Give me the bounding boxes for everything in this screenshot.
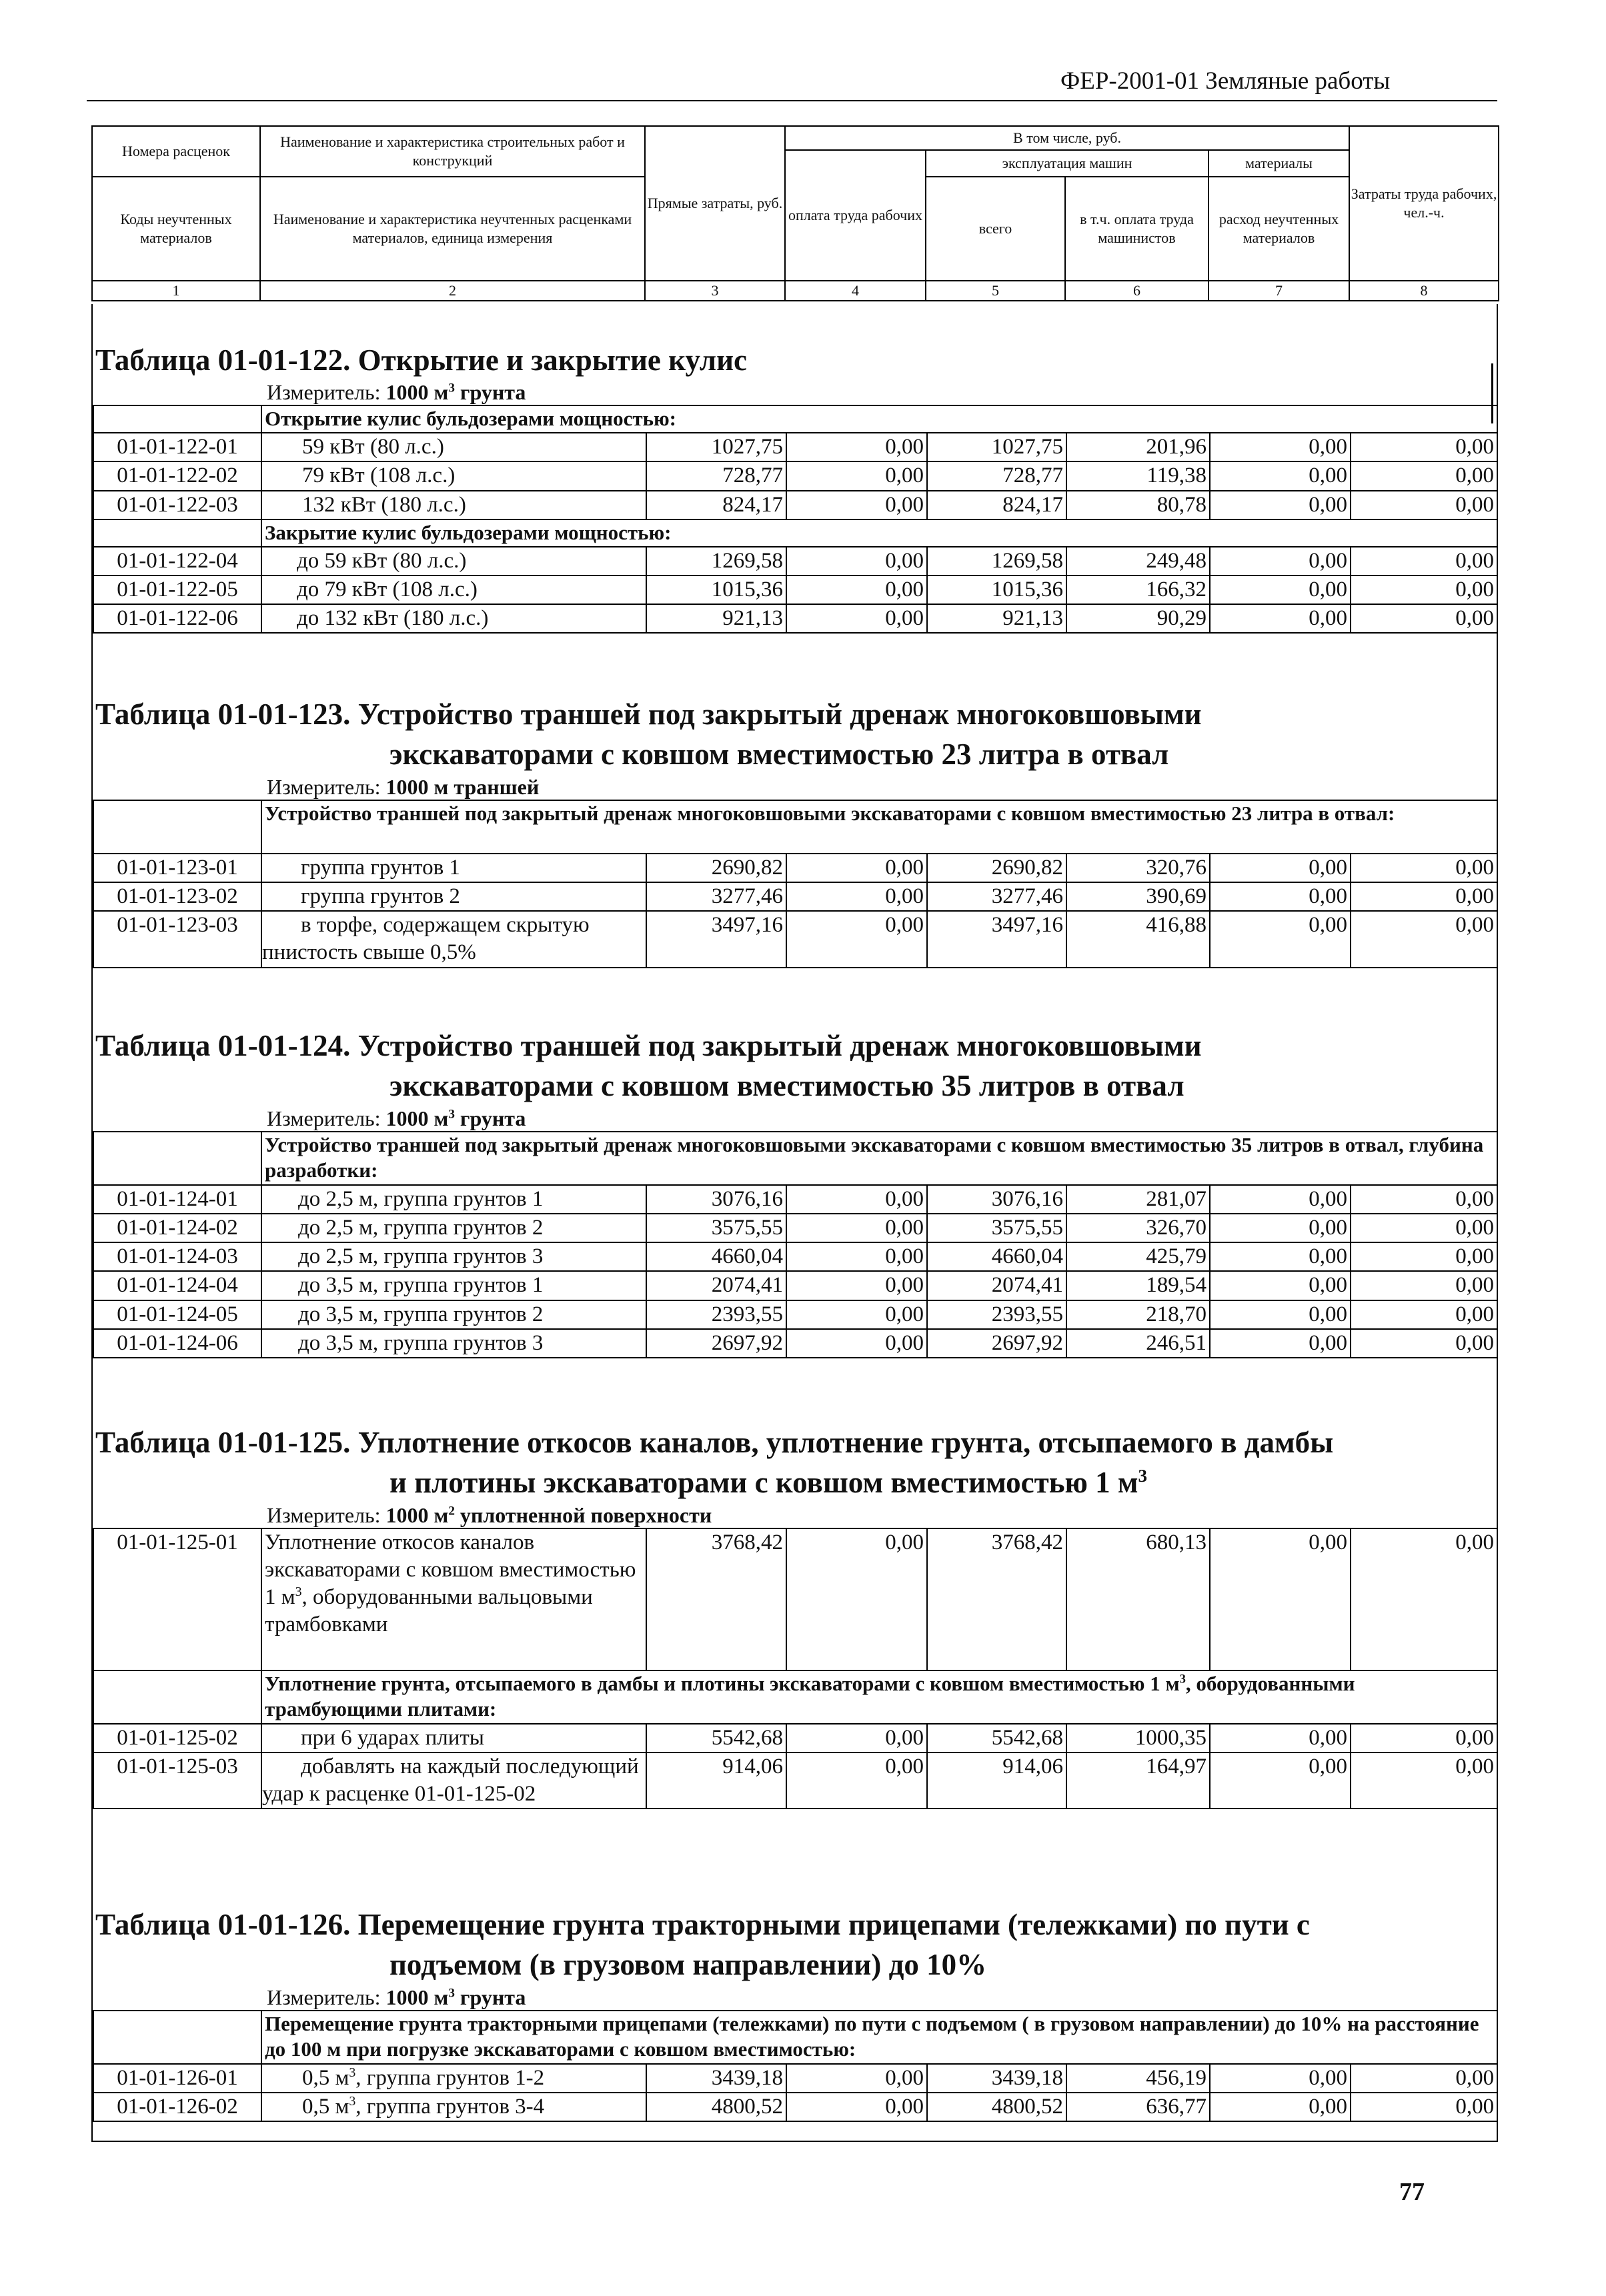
cell-mach-wages: 390,69 bbox=[1066, 882, 1210, 911]
title-line2-text: и плотины экскаваторами с ковшом вместимостью 1 м bbox=[389, 1466, 1138, 1500]
rate-code: 01-01-124-02 bbox=[93, 1214, 261, 1242]
measure-sup: 3 bbox=[448, 1985, 455, 2000]
cell-labor: 0,00 bbox=[1351, 1214, 1497, 1242]
rate-code: 01-01-125-02 bbox=[93, 1724, 261, 1753]
cell-mach-wages: 164,97 bbox=[1066, 1753, 1210, 1809]
cell-labor: 0,00 bbox=[1351, 1329, 1497, 1358]
cell-mat: 0,00 bbox=[1210, 1242, 1351, 1271]
cell-wages: 0,00 bbox=[786, 1242, 927, 1271]
cell-direct: 921,13 bbox=[646, 604, 786, 633]
cell-mat: 0,00 bbox=[1210, 2064, 1351, 2093]
measure-unit: 1000 м bbox=[385, 1985, 449, 2009]
cell-mat: 0,00 bbox=[1210, 1724, 1351, 1753]
measure-line bbox=[267, 1985, 1497, 2010]
cell-labor: 0,00 bbox=[1351, 882, 1497, 911]
rate-name: до 132 кВт (180 л.с.) bbox=[261, 604, 646, 633]
rate-name-b: , группа грунтов 1-2 bbox=[355, 2065, 545, 2090]
cell-mach-wages: 416,88 bbox=[1066, 911, 1210, 968]
table-title bbox=[93, 1026, 1497, 1106]
cell-labor: 0,00 bbox=[1351, 547, 1497, 576]
table-row bbox=[93, 1242, 1497, 1271]
col-header-codes: Номера расценок bbox=[92, 126, 260, 177]
rate-code: 01-01-122-03 bbox=[93, 491, 261, 519]
title-line1: Таблица 01-01-125. Уплотнение откосов каналов, уплотнение грунта, отсыпаемого в дамбы bbox=[95, 1426, 1334, 1459]
rate-name: в торфе, содержащем скрытую пнистость свыше 0,5% bbox=[261, 911, 646, 968]
measure-label: Измеритель: bbox=[267, 380, 386, 405]
cell-mach-wages: 680,13 bbox=[1066, 1528, 1210, 1670]
table-title: Таблица 01-01-122. Открытие и закрытие кулис bbox=[95, 343, 747, 377]
cell-direct: 4800,52 bbox=[646, 2093, 786, 2121]
col-number: 4 bbox=[785, 281, 926, 301]
rate-name: при 6 ударах плиты bbox=[261, 1724, 646, 1753]
cell-mach-wages: 80,78 bbox=[1066, 491, 1210, 519]
group-heading: Закрытие кулис бульдозерами мощностью: bbox=[261, 519, 1497, 547]
rate-name: до 59 кВт (80 л.с.) bbox=[261, 547, 646, 576]
title-line1: Таблица 01-01-124. Устройство траншей под закрытый дренаж многоковшовыми bbox=[95, 1029, 1202, 1062]
rate-name-b: , группа грунтов 3-4 bbox=[355, 2094, 545, 2119]
cell-mach-wages: 119,38 bbox=[1066, 461, 1210, 490]
cell-mach-wages: 166,32 bbox=[1066, 576, 1210, 604]
col-number: 3 bbox=[645, 281, 785, 301]
cell-mach: 1027,75 bbox=[927, 433, 1066, 461]
col-header-wages: оплата труда рабочих bbox=[785, 150, 926, 281]
col-number: 5 bbox=[926, 281, 1065, 301]
table-title bbox=[93, 1905, 1497, 1985]
table-row bbox=[93, 1724, 1497, 1753]
cell-mach: 5542,68 bbox=[927, 1724, 1066, 1753]
col-header-labor: Затраты труда рабочих, чел.-ч. bbox=[1349, 126, 1499, 281]
cell-mat: 0,00 bbox=[1210, 1214, 1351, 1242]
cell-direct: 1027,75 bbox=[646, 433, 786, 461]
rate-code: 01-01-123-02 bbox=[93, 882, 261, 911]
cell-labor: 0,00 bbox=[1351, 461, 1497, 490]
table-row bbox=[93, 576, 1497, 604]
cell-wages: 0,00 bbox=[786, 1185, 927, 1214]
table-row bbox=[93, 854, 1497, 882]
rate-name-b: , оборудованными вальцовыми трамбовками bbox=[265, 1585, 593, 1637]
cell-direct: 2697,92 bbox=[646, 1329, 786, 1358]
cell-direct: 4660,04 bbox=[646, 1242, 786, 1271]
rate-name-a: 0,5 м bbox=[302, 2065, 349, 2090]
cell-mach: 4660,04 bbox=[927, 1242, 1066, 1271]
cell-mach: 921,13 bbox=[927, 604, 1066, 633]
cell-labor: 0,00 bbox=[1351, 576, 1497, 604]
cell-direct: 824,17 bbox=[646, 491, 786, 519]
table-row bbox=[93, 1753, 1497, 1809]
group-text-a: Уплотнение грунта, отсыпаемого в дамбы и плотины экскаваторами с ковшом вместимостью 1 м bbox=[265, 1671, 1180, 1695]
cell-mach: 2074,41 bbox=[927, 1271, 1066, 1300]
header-rule bbox=[87, 100, 1497, 101]
cell-labor: 0,00 bbox=[1351, 2064, 1497, 2093]
table-row bbox=[93, 1271, 1497, 1300]
cell-wages: 0,00 bbox=[786, 1753, 927, 1809]
rate-name: 132 кВт (180 л.с.) bbox=[261, 491, 646, 519]
col-header-mat-usage: расход неучтенных материалов bbox=[1209, 177, 1349, 281]
cell-direct: 3439,18 bbox=[646, 2064, 786, 2093]
cell bbox=[93, 519, 261, 547]
cell-mat: 0,00 bbox=[1210, 576, 1351, 604]
rate-name-a: Уплотнение откосов каналов экскаваторами с ковшом вместимостью 1 м bbox=[265, 1530, 636, 1610]
group-heading bbox=[261, 1670, 1497, 1724]
cell-direct: 2393,55 bbox=[646, 1300, 786, 1329]
rate-name: до 2,5 м, группа грунтов 2 bbox=[261, 1214, 646, 1242]
measure-tail: грунта bbox=[454, 1106, 526, 1130]
cell-mach: 1015,36 bbox=[927, 576, 1066, 604]
rate-name: до 3,5 м, группа грунтов 2 bbox=[261, 1300, 646, 1329]
rate-code: 01-01-122-02 bbox=[93, 461, 261, 490]
group-heading: Устройство траншей под закрытый дренаж многоковшовыми экскаваторами с ковшом вместимостью 23 литра в отвал: bbox=[261, 800, 1497, 854]
rate-code: 01-01-124-01 bbox=[93, 1185, 261, 1214]
cell-mat: 0,00 bbox=[1210, 2093, 1351, 2121]
rates-table bbox=[93, 1131, 1498, 1359]
rates-table bbox=[93, 2010, 1498, 2123]
cell-labor: 0,00 bbox=[1351, 604, 1497, 633]
table-row bbox=[93, 1300, 1497, 1329]
cell-labor: 0,00 bbox=[1351, 1185, 1497, 1214]
cell-mach-wages: 456,19 bbox=[1066, 2064, 1210, 2093]
measure-tail: грунта bbox=[454, 380, 526, 405]
table-row bbox=[93, 2064, 1497, 2093]
cell-direct: 3497,16 bbox=[646, 911, 786, 968]
rate-name: 79 кВт (108 л.с.) bbox=[261, 461, 646, 490]
cell-mach: 2690,82 bbox=[927, 854, 1066, 882]
cell-wages: 0,00 bbox=[786, 854, 927, 882]
rate-code: 01-01-124-06 bbox=[93, 1329, 261, 1358]
cell-labor: 0,00 bbox=[1351, 1528, 1497, 1670]
measure-unit: 1000 м bbox=[385, 1106, 449, 1130]
cell-direct: 728,77 bbox=[646, 461, 786, 490]
cell-labor: 0,00 bbox=[1351, 433, 1497, 461]
table-title bbox=[93, 694, 1497, 775]
rate-name: до 3,5 м, группа грунтов 1 bbox=[261, 1271, 646, 1300]
running-header: ФЕР-2001-01 Земляные работы bbox=[1060, 67, 1391, 95]
measure-unit: 1000 м bbox=[385, 380, 449, 405]
title-sup: 3 bbox=[1138, 1466, 1148, 1486]
cell bbox=[93, 1132, 261, 1185]
measure-tail: уплотненной поверхности bbox=[454, 1502, 712, 1527]
cell-wages: 0,00 bbox=[786, 2093, 927, 2121]
measure-label: Измеритель: bbox=[267, 1985, 386, 2009]
rate-name: 59 кВт (80 л.с.) bbox=[261, 433, 646, 461]
cell bbox=[93, 1670, 261, 1724]
title-line2 bbox=[95, 1462, 1497, 1502]
title-line2: экскаваторами с ковшом вместимостью 35 литров в отвал bbox=[389, 1069, 1184, 1103]
cell-wages: 0,00 bbox=[786, 911, 927, 968]
cell-mach: 3768,42 bbox=[927, 1528, 1066, 1670]
page-number: 77 bbox=[1399, 2178, 1425, 2206]
measure-sup: 3 bbox=[448, 381, 455, 395]
cell-mach-wages: 320,76 bbox=[1066, 854, 1210, 882]
measure-sup: 2 bbox=[448, 1503, 455, 1518]
cell-mach: 3076,16 bbox=[927, 1185, 1066, 1214]
rate-code: 01-01-123-03 bbox=[93, 911, 261, 968]
table-title bbox=[93, 1422, 1497, 1503]
cell-mach-wages: 246,51 bbox=[1066, 1329, 1210, 1358]
table-row bbox=[93, 461, 1497, 490]
cell-wages: 0,00 bbox=[786, 547, 927, 576]
col-header-name-mat: Наименование и характеристика неучтенных расценками материалов, единица измерения bbox=[260, 177, 645, 281]
cell-mat: 0,00 bbox=[1210, 547, 1351, 576]
rate-code: 01-01-125-01 bbox=[93, 1528, 261, 1670]
cell-mach-wages: 218,70 bbox=[1066, 1300, 1210, 1329]
table-126 bbox=[93, 1905, 1497, 2122]
cell-mach-wages: 281,07 bbox=[1066, 1185, 1210, 1214]
rate-name: до 79 кВт (108 л.с.) bbox=[261, 576, 646, 604]
cell-wages: 0,00 bbox=[786, 2064, 927, 2093]
cell-mach: 2697,92 bbox=[927, 1329, 1066, 1358]
col-header-incl: В том числе, руб. bbox=[785, 126, 1349, 150]
rate-name: до 3,5 м, группа грунтов 3 bbox=[261, 1329, 646, 1358]
col-header-mach-total: всего bbox=[926, 177, 1065, 281]
cell bbox=[93, 800, 261, 854]
cell-wages: 0,00 bbox=[786, 1300, 927, 1329]
cell-labor: 0,00 bbox=[1351, 854, 1497, 882]
measure-line bbox=[267, 1503, 1497, 1528]
cell-mach-wages: 189,54 bbox=[1066, 1271, 1210, 1300]
title-line2: экскаваторами с ковшом вместимостью 23 литра в отвал bbox=[389, 738, 1169, 772]
cell-wages: 0,00 bbox=[786, 491, 927, 519]
col-number: 6 bbox=[1065, 281, 1209, 301]
page-body bbox=[91, 304, 1498, 2142]
cell-direct: 3277,46 bbox=[646, 882, 786, 911]
cell bbox=[93, 405, 261, 433]
rate-code: 01-01-123-01 bbox=[93, 854, 261, 882]
rate-name bbox=[261, 2093, 646, 2121]
measure-label: Измеритель: bbox=[267, 1502, 386, 1527]
col-number: 8 bbox=[1349, 281, 1499, 301]
rate-name bbox=[261, 2064, 646, 2093]
cell-mach-wages: 249,48 bbox=[1066, 547, 1210, 576]
cell-mach-wages: 636,77 bbox=[1066, 2093, 1210, 2121]
cell-mat: 0,00 bbox=[1210, 854, 1351, 882]
measure-label: Измеритель: bbox=[267, 774, 386, 799]
cell-mach-wages: 201,96 bbox=[1066, 433, 1210, 461]
cell-mach: 2393,55 bbox=[927, 1300, 1066, 1329]
cell-mach: 3277,46 bbox=[927, 882, 1066, 911]
cell-wages: 0,00 bbox=[786, 1528, 927, 1670]
measure-unit: 1000 м bbox=[385, 1502, 449, 1527]
rate-name-a: 0,5 м bbox=[302, 2094, 349, 2119]
cell-direct: 3768,42 bbox=[646, 1528, 786, 1670]
measure-label: Измеритель: bbox=[267, 1106, 386, 1130]
measure-line bbox=[267, 380, 1497, 405]
cell-mach: 914,06 bbox=[927, 1753, 1066, 1809]
group-text-b: , оборудованными трамбующими плитами: bbox=[265, 1671, 1355, 1721]
col-header-machines: эксплуатация машин bbox=[926, 150, 1209, 177]
rate-code: 01-01-125-03 bbox=[93, 1753, 261, 1809]
cell-wages: 0,00 bbox=[786, 1214, 927, 1242]
cell-mat: 0,00 bbox=[1210, 433, 1351, 461]
rate-name-sup: 3 bbox=[349, 2065, 356, 2080]
rate-code: 01-01-124-05 bbox=[93, 1300, 261, 1329]
cell-mat: 0,00 bbox=[1210, 461, 1351, 490]
rate-code: 01-01-122-04 bbox=[93, 547, 261, 576]
cell-mach: 3439,18 bbox=[927, 2064, 1066, 2093]
table-124 bbox=[93, 1026, 1497, 1358]
rate-name: группа грунтов 1 bbox=[261, 854, 646, 882]
col-number: 7 bbox=[1209, 281, 1349, 301]
table-row bbox=[93, 1329, 1497, 1358]
rate-name-sup: 3 bbox=[295, 1584, 302, 1600]
rates-table bbox=[93, 405, 1498, 634]
group-heading: Открытие кулис бульдозерами мощностью: bbox=[261, 405, 1497, 433]
cell-labor: 0,00 bbox=[1351, 1271, 1497, 1300]
group-heading: Устройство траншей под закрытый дренаж многоковшовыми экскаваторами с ковшом вместимостью 35 литров в отвал, глубина разработки: bbox=[261, 1132, 1497, 1185]
measure-line bbox=[267, 1106, 1497, 1131]
cell-direct: 3575,55 bbox=[646, 1214, 786, 1242]
cell-direct: 2690,82 bbox=[646, 854, 786, 882]
title-line2: подъемом (в грузовом направлении) до 10% bbox=[389, 1948, 987, 1982]
cell-mat: 0,00 bbox=[1210, 491, 1351, 519]
cell-mat: 0,00 bbox=[1210, 1329, 1351, 1358]
cell-mat: 0,00 bbox=[1210, 604, 1351, 633]
cell-mach-wages: 425,79 bbox=[1066, 1242, 1210, 1271]
cell-mach: 824,17 bbox=[927, 491, 1066, 519]
rate-code: 01-01-122-01 bbox=[93, 433, 261, 461]
rate-code: 01-01-122-06 bbox=[93, 604, 261, 633]
col-header-codes-mat: Коды неучтенных материалов bbox=[92, 177, 260, 281]
table-row bbox=[93, 882, 1497, 911]
table-123 bbox=[93, 694, 1497, 968]
cell-direct: 3076,16 bbox=[646, 1185, 786, 1214]
table-row bbox=[93, 1528, 1497, 1670]
cell-wages: 0,00 bbox=[786, 604, 927, 633]
rates-table bbox=[93, 1528, 1498, 1810]
rate-code: 01-01-126-01 bbox=[93, 2064, 261, 2093]
rate-code: 01-01-122-05 bbox=[93, 576, 261, 604]
cell-wages: 0,00 bbox=[786, 461, 927, 490]
rate-name: добавлять на каждый последующий удар к расценке 01-01-125-02 bbox=[261, 1753, 646, 1809]
rates-table bbox=[93, 800, 1498, 968]
cell-mat: 0,00 bbox=[1210, 882, 1351, 911]
measure-line bbox=[267, 775, 1497, 800]
col-header-name: Наименование и характеристика строительных работ и конструкций bbox=[260, 126, 645, 177]
rate-name: до 2,5 м, группа грунтов 3 bbox=[261, 1242, 646, 1271]
table-row bbox=[93, 433, 1497, 461]
cell-wages: 0,00 bbox=[786, 1271, 927, 1300]
measure-unit: 1000 м траншей bbox=[385, 774, 540, 799]
col-header-materials: материалы bbox=[1209, 150, 1349, 177]
cell-mat: 0,00 bbox=[1210, 1753, 1351, 1809]
rate-code: 01-01-126-02 bbox=[93, 2093, 261, 2121]
cell bbox=[93, 2011, 261, 2064]
cell-labor: 0,00 bbox=[1351, 911, 1497, 968]
cell-wages: 0,00 bbox=[786, 433, 927, 461]
table-row bbox=[93, 491, 1497, 519]
cell-mach: 4800,52 bbox=[927, 2093, 1066, 2121]
cell-direct: 1269,58 bbox=[646, 547, 786, 576]
measure-tail: грунта bbox=[454, 1985, 526, 2009]
table-row bbox=[93, 547, 1497, 576]
title-line1: Таблица 01-01-126. Перемещение грунта тракторными прицепами (тележками) по пути с bbox=[95, 1908, 1310, 1941]
cell-wages: 0,00 bbox=[786, 882, 927, 911]
cell-wages: 0,00 bbox=[786, 576, 927, 604]
table-122 bbox=[93, 340, 1497, 634]
cell-mach: 728,77 bbox=[927, 461, 1066, 490]
table-row bbox=[93, 2093, 1497, 2121]
cell-mat: 0,00 bbox=[1210, 1185, 1351, 1214]
cell-direct: 1015,36 bbox=[646, 576, 786, 604]
rate-code: 01-01-124-04 bbox=[93, 1271, 261, 1300]
table-125 bbox=[93, 1422, 1497, 1809]
column-header-table bbox=[91, 125, 1499, 301]
cell-wages: 0,00 bbox=[786, 1329, 927, 1358]
col-header-direct: Прямые затраты, руб. bbox=[645, 126, 785, 281]
cell-mach: 3575,55 bbox=[927, 1214, 1066, 1242]
rate-name-sup: 3 bbox=[349, 2093, 356, 2109]
cell-direct: 5542,68 bbox=[646, 1724, 786, 1753]
cell-mat: 0,00 bbox=[1210, 1300, 1351, 1329]
rate-code: 01-01-124-03 bbox=[93, 1242, 261, 1271]
group-sup: 3 bbox=[1179, 1672, 1186, 1686]
measure-sup: 3 bbox=[448, 1106, 455, 1121]
rate-name: группа грунтов 2 bbox=[261, 882, 646, 911]
cell-mach-wages: 1000,35 bbox=[1066, 1724, 1210, 1753]
col-header-mach-wages: в т.ч. оплата труда машинистов bbox=[1065, 177, 1209, 281]
col-number: 2 bbox=[260, 281, 645, 301]
cell-mach: 1269,58 bbox=[927, 547, 1066, 576]
group-heading: Перемещение грунта тракторными прицепами (тележками) по пути с подъемом ( в грузовом направлении) до 10% на расстояние до 100 м при погрузке экскаваторами с ковшом вместимостью: bbox=[261, 2011, 1497, 2064]
table-row bbox=[93, 1185, 1497, 1214]
cell-mach: 3497,16 bbox=[927, 911, 1066, 968]
table-row bbox=[93, 1214, 1497, 1242]
cell-mat: 0,00 bbox=[1210, 911, 1351, 968]
cell-direct: 2074,41 bbox=[646, 1271, 786, 1300]
title-line1: Таблица 01-01-123. Устройство траншей под закрытый дренаж многоковшовыми bbox=[95, 698, 1202, 731]
cell-mat: 0,00 bbox=[1210, 1528, 1351, 1670]
cell-mach-wages: 326,70 bbox=[1066, 1214, 1210, 1242]
table-row bbox=[93, 911, 1497, 968]
rate-name: до 2,5 м, группа грунтов 1 bbox=[261, 1185, 646, 1214]
cell-labor: 0,00 bbox=[1351, 1300, 1497, 1329]
cell-direct: 914,06 bbox=[646, 1753, 786, 1809]
cell-labor: 0,00 bbox=[1351, 1724, 1497, 1753]
cell-mach-wages: 90,29 bbox=[1066, 604, 1210, 633]
cell-labor: 0,00 bbox=[1351, 2093, 1497, 2121]
cell-mat: 0,00 bbox=[1210, 1271, 1351, 1300]
cell-wages: 0,00 bbox=[786, 1724, 927, 1753]
col-number: 1 bbox=[92, 281, 260, 301]
cell-labor: 0,00 bbox=[1351, 491, 1497, 519]
table-row bbox=[93, 604, 1497, 633]
cell-labor: 0,00 bbox=[1351, 1753, 1497, 1809]
rate-name bbox=[261, 1528, 646, 1670]
cell-labor: 0,00 bbox=[1351, 1242, 1497, 1271]
